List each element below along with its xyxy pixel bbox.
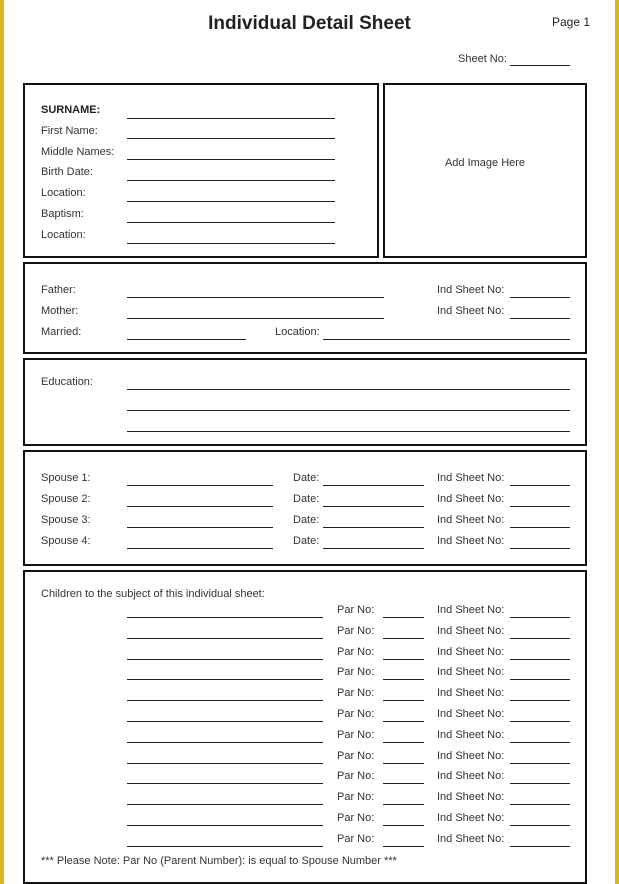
middle-names-field[interactable] [127,159,335,160]
child-ind-sheet-field[interactable] [510,804,570,805]
baptism-label: Baptism: [41,208,84,220]
spouse-label: Spouse 4: [41,535,91,547]
child-par-no-label: Par No: [337,749,375,762]
child-par-no-label: Par No: [337,791,375,804]
spouse-ind-sheet-field[interactable] [510,506,570,507]
child-ind-sheet-field[interactable] [510,846,570,847]
spouses-box [23,450,587,566]
child-par-no-field[interactable] [383,825,424,826]
spouse-label: Spouse 3: [41,514,91,526]
child-name-field[interactable] [127,679,323,680]
spouse-name-field[interactable] [127,548,273,549]
mother-field[interactable] [127,318,384,319]
child-par-no-field[interactable] [383,804,424,805]
child-ind-sheet-label: Ind Sheet No: [437,645,505,658]
child-ind-sheet-label: Ind Sheet No: [437,832,505,845]
child-par-no-label: Par No: [337,645,375,658]
mother-label: Mother: [41,305,79,317]
child-par-no-field[interactable] [383,700,424,701]
surname-label: SURNAME: [41,104,101,116]
spouse-ind-sheet-label: Ind Sheet No: [437,535,505,547]
child-ind-sheet-field[interactable] [510,721,570,722]
add-image-label: Add Image Here [444,157,526,169]
child-ind-sheet-field[interactable] [510,617,570,618]
sheet-no-label: Sheet No: [458,53,507,65]
spouse-ind-sheet-field[interactable] [510,485,570,486]
child-name-field[interactable] [127,742,323,743]
child-par-no-label: Par No: [337,812,375,824]
children-heading: Children to the subject of this individual sheet: [41,588,265,600]
education-label: Education: [41,376,93,388]
child-ind-sheet-label: Ind Sheet No: [437,770,505,783]
birth-date-label: Birth Date: [41,166,93,178]
child-par-no-label: Par No: [337,728,375,741]
child-par-no-label: Par No: [337,604,375,616]
spouse-date-field[interactable] [323,548,424,549]
child-par-no-field[interactable] [383,617,424,618]
spouse-date-field[interactable] [323,506,424,507]
father-field[interactable] [127,297,384,298]
child-name-field[interactable] [127,825,323,826]
spouse-date-label: Date: [293,535,320,547]
child-par-no-label: Par No: [337,687,375,700]
education-field-2[interactable] [127,410,570,411]
spouse-name-field[interactable] [127,506,273,507]
child-ind-sheet-label: Ind Sheet No: [437,728,505,741]
father-label: Father: [41,284,76,296]
child-ind-sheet-label: Ind Sheet No: [437,604,505,616]
surname-field[interactable] [127,118,335,119]
par-no-note: *** Please Note: Par No (Parent Number): is equal to Spouse Number *** [41,855,397,867]
spouse-date-field[interactable] [323,527,424,528]
birth-date-field[interactable] [127,180,335,181]
father-ind-sheet-field[interactable] [510,297,570,298]
education-field-3[interactable] [127,431,570,432]
spouse-date-label: Date: [293,514,320,526]
child-ind-sheet-field[interactable] [510,783,570,784]
form-page [4,0,615,884]
spouse-name-field[interactable] [127,527,273,528]
first-name-field[interactable] [127,138,335,139]
child-ind-sheet-field[interactable] [510,638,570,639]
spouse-ind-sheet-label: Ind Sheet No: [437,472,505,484]
child-par-no-field[interactable] [383,679,424,680]
child-par-no-field[interactable] [383,638,424,639]
spouse-ind-sheet-label: Ind Sheet No: [437,493,505,505]
married-location-label: Location: [275,326,320,338]
child-par-no-field[interactable] [383,846,424,847]
child-par-no-field[interactable] [383,783,424,784]
married-field[interactable] [127,339,246,340]
child-ind-sheet-label: Ind Sheet No: [437,708,505,720]
spouse-label: Spouse 1: [41,472,91,484]
child-ind-sheet-field[interactable] [510,659,570,660]
sheet-no-field[interactable] [510,65,570,66]
education-box [23,358,587,446]
middle-names-label: Middle Names: [41,146,115,158]
mother-ind-sheet-field[interactable] [510,318,570,319]
birth-location-field[interactable] [127,201,335,202]
married-location-field[interactable] [323,339,570,340]
child-par-no-field[interactable] [383,763,424,764]
spouse-ind-sheet-field[interactable] [510,548,570,549]
child-ind-sheet-field[interactable] [510,825,570,826]
page-number: Page 1 [552,15,591,29]
birth-location-label: Location: [41,187,86,199]
spouse-name-field[interactable] [127,485,273,486]
child-ind-sheet-label: Ind Sheet No: [437,791,505,804]
child-ind-sheet-field[interactable] [510,763,570,764]
child-ind-sheet-label: Ind Sheet No: [437,624,505,637]
spouse-ind-sheet-field[interactable] [510,527,570,528]
child-par-no-label: Par No: [337,624,375,637]
married-label: Married: [41,326,82,338]
first-name-label: First Name: [41,125,98,137]
spouse-label: Spouse 2: [41,493,91,505]
mother-ind-sheet-label: Ind Sheet No: [437,305,505,317]
child-name-field[interactable] [127,804,323,805]
child-ind-sheet-label: Ind Sheet No: [437,749,505,762]
child-par-no-label: Par No: [337,708,375,720]
baptism-location-label: Location: [41,229,86,241]
child-name-field[interactable] [127,638,323,639]
child-name-field[interactable] [127,846,323,847]
child-ind-sheet-field[interactable] [510,679,570,680]
page-title: Individual Detail Sheet [208,13,411,34]
child-ind-sheet-label: Ind Sheet No: [437,812,505,824]
education-field-1[interactable] [127,389,570,390]
child-ind-sheet-label: Ind Sheet No: [437,666,505,679]
child-name-field[interactable] [127,783,323,784]
baptism-location-field[interactable] [127,243,335,244]
child-ind-sheet-field[interactable] [510,700,570,701]
image-placeholder-box[interactable] [383,83,587,258]
child-name-field[interactable] [127,659,323,660]
spouse-ind-sheet-label: Ind Sheet No: [437,514,505,526]
spouse-date-field[interactable] [323,485,424,486]
child-par-no-field[interactable] [383,721,424,722]
spouse-date-label: Date: [293,493,320,505]
child-par-no-label: Par No: [337,770,375,783]
child-name-field[interactable] [127,721,323,722]
child-par-no-label: Par No: [337,832,375,845]
child-name-field[interactable] [127,617,323,618]
child-ind-sheet-field[interactable] [510,742,570,743]
child-ind-sheet-label: Ind Sheet No: [437,687,505,700]
child-par-no-field[interactable] [383,659,424,660]
spouse-date-label: Date: [293,472,320,484]
baptism-field[interactable] [127,222,335,223]
child-name-field[interactable] [127,763,323,764]
father-ind-sheet-label: Ind Sheet No: [437,284,505,296]
child-name-field[interactable] [127,700,323,701]
child-par-no-field[interactable] [383,742,424,743]
child-par-no-label: Par No: [337,666,375,679]
